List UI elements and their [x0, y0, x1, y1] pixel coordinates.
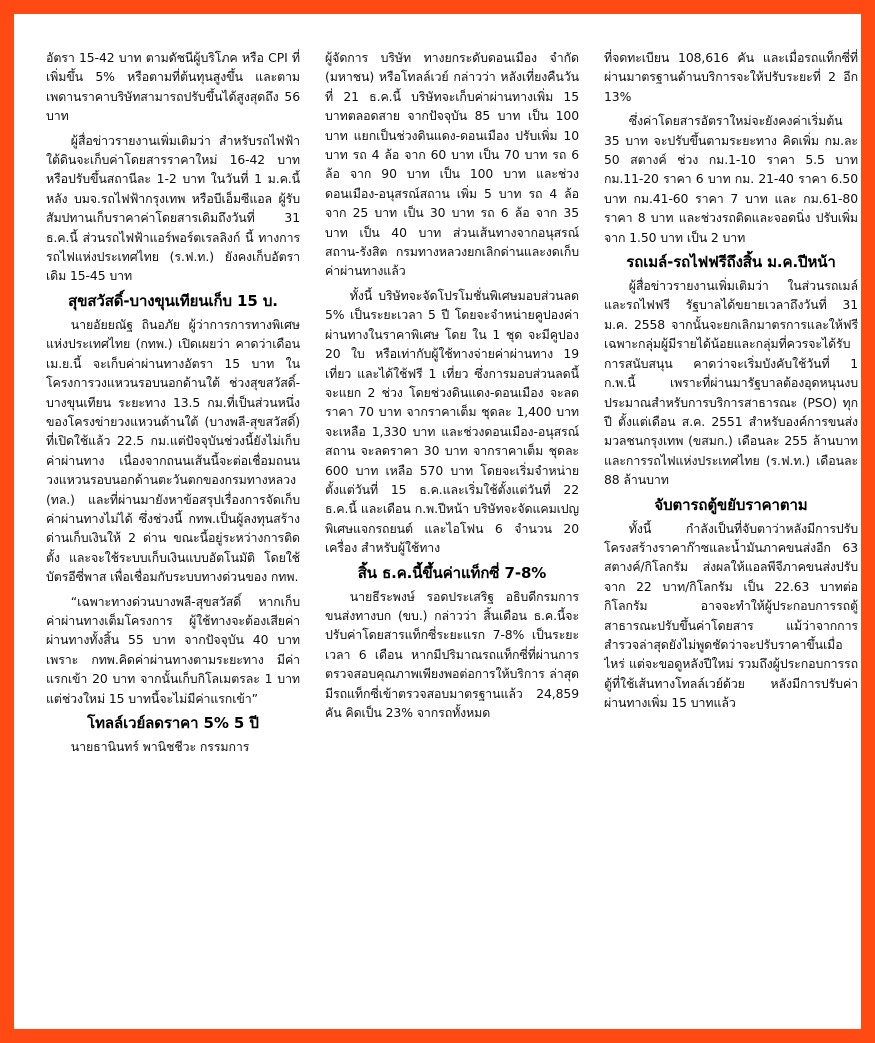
- paragraph: “เฉพาะทางด่วนบางพลี-สุขสวัสดิ์ หากเก็บค่าผ่านทางเต็มโครงการ ผู้ใช้ทางจะต้องเสียค่าผ่านทางทั้งสิ้น 55 บาท จากปัจจุบัน 40 บาท เพราะ กทพ.คิดค่าผ่านทางตามระยะทาง มีค่าแรกเข้า 20 บาท จากนั้นเก็บกิโลเมตรละ 1 บาท แต่ช่วงใหม่ 15 บาทนี้จะไม่มีค่าแรกเข้า”: [46, 593, 300, 706]
- section-heading: สุขสวัสดิ์-บางขุนเทียนเก็บ 15 บ.: [68, 291, 278, 310]
- paragraph: ผู้จัดการ บริษัท ทางยกระดับดอนเมือง จำกัด (มหาชน) หรือโทลล์เวย์ กล่าวว่า หลังเที่ยงคืนวันที่ 21 ธ.ค.นี้ บริษัทจะเก็บค่าผ่านทางเพิ่ม 15 บาทตลอดสาย จากปัจจุบัน 85 บาท เป็น 100 บาท แยกเป็นช่วงดินแดง-ดอนเมือง ปรับเพิ่ม 10 บาท รถ 4 ล้อ จาก 60 บาท เป็น 70 บาท รถ 6 ล้อ จาก 90 บาท เป็น 100 บาท และช่วงดอนเมือง-อนุสรณ์สถาน เพิ่ม 5 บาท รถ 4 ล้อ จาก 25 บาท เป็น 30 บาท รถ 6 ล้อ จาก 35 บาท เป็น 40 บาท ส่วนเส้นทางจากอนุสรณ์สถาน-รังสิต กรมทางหลวงยกเลิกด่านและงดเก็บค่าผ่านทางแล้ว: [325, 50, 579, 279]
- section-heading: จับตารถตู้ขยับราคาตาม: [654, 495, 808, 514]
- paragraph: ทั้งนี้ บริษัทจะจัดโปรโมชั่นพิเศษมอบส่วนลด 5% เป็นระยะเวลา 5 ปี โดยจะจำหน่ายคูปองค่าผ่านทางในราคาพิเศษ โดย ใน 1 ชุด จะมีคูปอง 20 ใบ หรือเท่ากับผู้ใช้ทางจ่ายค่าผ่านทาง 19 เที่ยว และได้ใช้ฟรี 1 เที่ยว ซึ่งการมอบส่วนลดนี้จะแยก 2 ช่วง โดยช่วงดินแดง-ดอนเมือง จะลดราคา 70 บาท จากราคาเต็ม ชุดละ 1,400 บาท จะเหลือ 1,330 บาท และช่วงดอนเมือง-อนุสรณ์สถาน จะลดราคา 30 บาท จากราคาเต็ม ชุดละ 600 บาท เหลือ 570 บาท โดยจะเริ่มจำหน่ายตั้งแต่วันที่ 15 ธ.ค.และเริ่มใช้ตั้งแต่วันที่ 22 ธ.ค.นี้ และเดือน ก.พ.ปีหน้า บริษัทจะจัดแคมเปญพิเศษแจกรถยนต์ และไอโฟน 6 จำนวน 20 เครื่อง สำหรับผู้ใช้ทาง: [325, 287, 579, 556]
- column-left: [46, 48, 300, 1028]
- paragraph: นายธานินทร์ พานิชชีวะ กรรมการ: [70, 739, 250, 754]
- paragraph: ผู้สื่อข่าวรายงานเพิ่มเติมว่า สำหรับรถไฟฟ้าใต้ดินจะเก็บค่าโดยสารราคาใหม่ 16-42 บาท หรือปรับขึ้นสถานีละ 1-2 บาท ในวันที่ 1 ม.ค.นี้ หลัง บมจ.รถไฟฟ้ากรุงเทพ หรือบีเอ็มซีแอล ผู้รับสัมปทานเก็บราคาค่าโดยสารเดิมถึงวันที่ 31 ธ.ค.นี้ ส่วนรถไฟฟ้าแอร์พอร์ตเรลลิงก์ นี้ ทางการรถไฟแห่งประเทศไทย (ร.ฟ.ท.) ยังคงเก็บอัตราเดิม 15-45 บาท: [46, 132, 300, 284]
- article-body: [46, 48, 858, 1028]
- paragraph: อัตรา 15-42 บาท ตามดัชนีผู้บริโภค หรือ CPI ที่เพิ่มขึ้น 5% หรือตามที่ต้นทุนสูงขึ้น และตามเพดานราคาบริษัทสามารถปรับขึ้นได้สูงสุดถึง 56 บาท: [46, 50, 300, 124]
- paragraph: นายอัยยณัฐ ถินอภัย ผู้ว่าการการทางพิเศษแห่งประเทศไทย (กทพ.) เปิดเผยว่า คาดว่าเดือน เม.ย.นี้ จะเก็บค่าผ่านทางอัตรา 15 บาท ในโครงการวงแหวนรอบนอกด้านใต้ ช่วงสุขสวัสดิ์-บางขุนเทียน ระยะทาง 13.5 กม.ที่เป็นส่วนหนึ่งของโครงข่ายวงแหวนด้านใต้ (บางพลี-สุขสวัสดิ์) ที่เปิดใช้แล้ว 22.5 กม.แต่ปัจจุบันช่วงนี้ยังไม่เก็บค่าผ่านทาง เนื่องจากถนนเส้นนี้จะต่อเชื่อมถนนวงแหวนรอบนอกด้านตะวันตกของกรมทางหลวง (ทล.) และที่ผ่านมายังหาข้อสรุปเรื่องการจัดเก็บค่าผ่านทางไม่ได้ ซึ่งช่วงนี้ กทพ.เป็นผู้ลงทุนสร้างด่านเก็บเงินให้ 2 ด่าน ขณะนี้อยู่ระหว่างการติดตั้ง และจะใช้ระบบเก็บเงินแบบอัตโนมัติ โดยใช้บัตรอีซี่พาส เพื่อเชื่อมกับระบบทางด่วนของ กทพ.: [46, 316, 300, 585]
- paragraph: ซึ่งค่าโดยสารอัตราใหม่จะยังคงค่าเริ่มต้น 35 บาท จะปรับขึ้นตามระยะทาง คิดเพิ่ม กม.ละ 50 สตางค์ ช่วง กม.1-10 ราคา 5.5 บาท กม.11-20 ราคา 6 บาท กม. 21-40 ราคา 6.50 บาท กม.41-60 ราคา 7 บาท และ กม.61-80 ราคา 8 บาท และช่วงรถติดและจอดนิ่ง ปรับเพิ่มจาก 1.50 บาท เป็น 2 บาท: [604, 113, 858, 245]
- paragraph: ทั้งนี้ กำลังเป็นที่จับตาว่าหลังมีการปรับโครงสร้างราคาก๊าซและน้ำมันภาคขนส่งอีก 63 สตางค์/กิโลกรัม ส่งผลให้แอลพีจีภาคขนส่งปรับจาก 22 บาท/กิโลกรัม เป็น 22.63 บาทต่อกิโลกรัม อาจจะทำให้ผู้ประกอบการรถตู้สาธารณะปรับขึ้นค่าโดยสาร แม้ว่าจากการสำรวจล่าสุดยังไม่พูดชัดว่าจะปรับราคาขึ้นเมื่อไหร่ แต่จะขอดูหลังปีใหม่ รวมถึงผู้ประกอบการรถตู้ที่ใช้เส้นทางโทลล์เวย์ด้วย หลังมีการปรับค่าผ่านทางเพิ่ม 15 บาทแล้ว: [604, 520, 858, 711]
- section-heading: สิ้น ธ.ค.นี้ขึ้นค่าแท็กซี่ 7-8%: [357, 563, 547, 582]
- section-heading: รถเมล์-รถไฟฟรีถึงสิ้น ม.ค.ปีหน้า: [626, 253, 836, 272]
- paragraph: ผู้สื่อข่าวรายงานเพิ่มเติมว่า ในส่วนรถเมล์และรถไฟฟรี รัฐบาลได้ขยายเวลาถึงวันที่ 31 ม.ค. 2558 จากนั้นจะยกเลิกมาตรการและให้ฟรีเฉพาะกลุ่มผู้มีรายได้น้อยและกลุ่มที่ควรจะได้รับการสนับสนุน คาดว่าจะเริ่มบังคับใช้วันที่ 1 ก.พ.นี้ เพราะที่ผ่านมารัฐบาลต้องอุดหนุนงบประมาณสำหรับการบริการสาธารณะ (PSO) ทุกปี ตั้งแต่เดือน ส.ค. 2551 สำหรับองค์การขนส่งมวลชนกรุงเทพ (ขสมก.) เดือนละ 255 ล้านบาท และการรถไฟแห่งประเทศไทย (ร.ฟ.ท.) เดือนละ 88 ล้านบาท: [604, 278, 858, 488]
- paragraph: นายธีระพงษ์ รอดประเสริฐ อธิบดีกรมการขนส่งทางบก (ขบ.) กล่าวว่า สิ้นเดือน ธ.ค.นี้จะปรับค่าโดยสารแท็กซี่ระยะแรก 7-8% เป็นระยะเวลา 6 เดือน หากมีปริมาณรถแท็กซี่ที่ผ่านการตรวจสอบคุณภาพเพียงพอต่อการให้บริการ ล่าสุดมีรถแท็กซี่เข้าตรวจสอบมาตรฐานแล้ว 24,859 คัน คิดเป็น 23% จากรถทั้งหมด: [325, 588, 579, 720]
- paragraph: ที่จดทะเบียน 108,616 คัน และเมื่อรถแท็กซี่ที่ผ่านมาตรฐานด้านบริการจะให้ปรับระยะที่ 2 อีก 13%: [604, 50, 858, 104]
- column-right: [604, 48, 858, 1028]
- section-heading: โทลล์เวย์ลดราคา 5% 5 ปี: [87, 714, 259, 732]
- column-middle: [325, 48, 579, 1028]
